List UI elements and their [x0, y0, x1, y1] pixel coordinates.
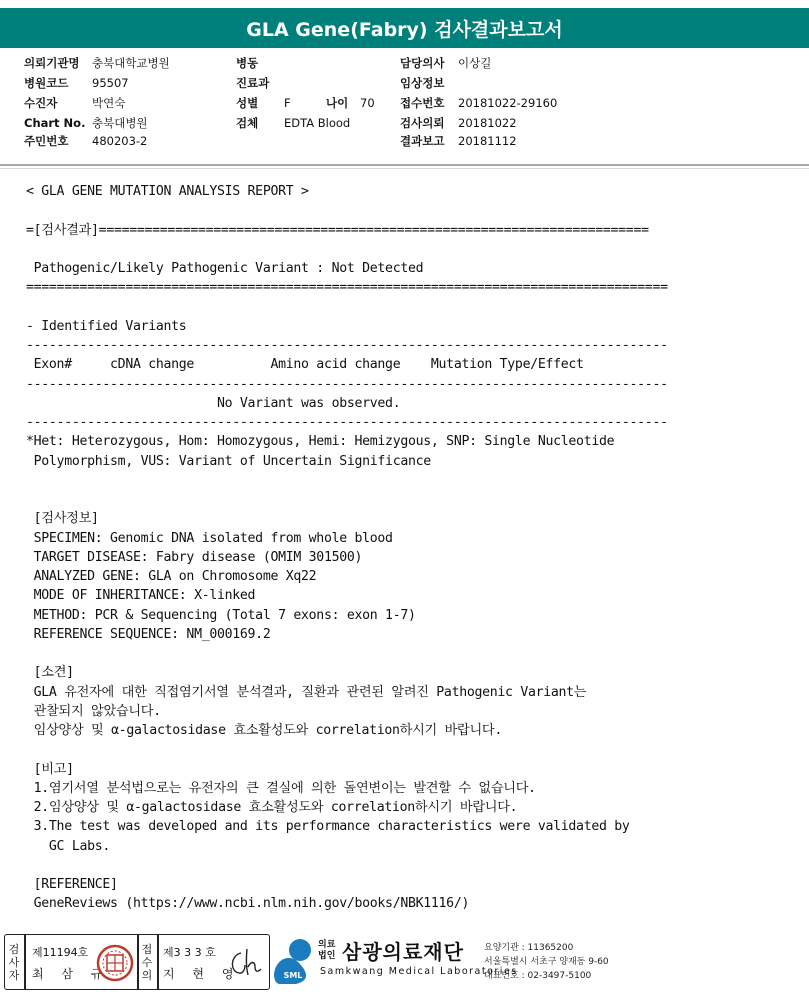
logo-badge-text: SML: [283, 971, 303, 980]
field-label: 담당의사: [400, 56, 445, 70]
signer1-name: 최 삼 규: [32, 967, 110, 981]
field-label: 임상정보: [400, 76, 445, 90]
field-label: 성별: [236, 96, 259, 110]
report-line: METHOD: PCR & Sequencing (Total 7 exons: exon 1-7): [26, 607, 416, 623]
field-hospital-code: [24, 74, 129, 92]
field-value: 480203-2: [92, 134, 148, 148]
field-accession-number: [400, 94, 557, 112]
field-value: 충북대학교병원: [92, 56, 170, 70]
field-value: 70: [360, 96, 375, 110]
report-line: ANALYZED GENE: GLA on Chromosome Xq22: [26, 569, 317, 584]
report-line: [비고]: [26, 761, 74, 777]
sml-logo-icon: [272, 936, 314, 986]
report-line: =[검사결과]========================================================================: [26, 222, 649, 238]
field-label: 주민번호: [24, 134, 69, 148]
report-line: ------------------------------------------------------------------------------------: [26, 338, 668, 353]
signer1-role-label: 검 사 자: [8, 942, 20, 982]
field-age: [326, 94, 375, 112]
report-line: GLA 유전자에 대한 직접염기서열 분석결과, 질환과 관련된 알려진 Pathogenic Variant는: [26, 684, 587, 700]
patient-info-header: [0, 52, 809, 162]
report-line: < GLA GENE MUTATION ANALYSIS REPORT >: [26, 184, 309, 199]
field-requesting-institution: [24, 54, 170, 72]
field-label: 검사의뢰: [400, 116, 445, 130]
report-line: 임상양상 및 α-galactosidase 효소활성도와 correlation하시기 바랍니다.: [26, 723, 503, 738]
field-label: 병동: [236, 56, 259, 70]
signer1-seal-icon: [95, 943, 135, 983]
report-line: - Identified Variants: [26, 318, 187, 334]
report-line: ====================================================================================: [26, 280, 668, 296]
field-patient-name: [24, 94, 125, 112]
field-value: 20181022: [458, 116, 517, 130]
field-department: [236, 74, 269, 92]
signer2-name: 지 현 영: [163, 967, 241, 981]
field-label: 나이: [326, 96, 349, 110]
report-line: 2.임상양상 및 α-galactosidase 효소활성도와 correlation하시기 바랍니다.: [26, 800, 518, 815]
field-value: F: [284, 96, 291, 110]
field-label: 검체: [236, 116, 259, 130]
field-clinical-info: [400, 74, 458, 92]
field-label: 병원코드: [24, 76, 69, 90]
report-line: GeneReviews (https://www.ncbi.nlm.nih.gov/books/NBK1116/): [26, 896, 470, 912]
field-value: EDTA Blood: [284, 116, 351, 130]
institution-code: 요양기관 : 11365200: [484, 943, 574, 953]
report-line: SPECIMEN: Genomic DNA isolated from whole blood: [26, 530, 393, 546]
signer1-license-number: 제11194호: [32, 946, 89, 959]
report-line: 1.염기서열 분석법으로는 유전자의 큰 결실에 의한 돌연변이는 발견할 수 없습니다.: [26, 780, 536, 796]
signer2-role-label: 접 수 의: [141, 942, 153, 982]
signer2-license-number: 제3 3 3 호: [163, 946, 216, 959]
report-line: [소견]: [26, 665, 74, 681]
organization-address: 서울특별시 서초구 양재동 9-60: [484, 957, 609, 967]
field-label: 수진자: [24, 96, 58, 110]
field-value: 95507: [92, 76, 129, 90]
report-line: Exon# cDNA change Amino acid change Mutation Type/Effect: [26, 357, 584, 373]
report-line: Pathogenic/Likely Pathogenic Variant : Not Detected: [26, 261, 424, 276]
field-label: 접수번호: [400, 96, 445, 110]
field-label: 의뢰기관명: [24, 56, 80, 70]
field-value: 이상길: [458, 56, 492, 70]
report-line: REFERENCE SEQUENCE: NM_000169.2: [26, 626, 271, 642]
report-line: [REFERENCE]: [26, 877, 118, 892]
report-line: No Variant was observed.: [26, 395, 401, 411]
organization-name-en: Samkwang Medical Laboratories: [320, 966, 518, 977]
field-attending-doctor: [400, 54, 491, 72]
signature-box: [4, 934, 270, 990]
report-line: ------------------------------------------------------------------------------------: [26, 376, 668, 392]
report-line: MODE OF INHERITANCE: X-linked: [26, 588, 256, 604]
field-value: 박연숙: [92, 96, 126, 110]
header-divider: [0, 164, 809, 166]
field-value: 20181112: [458, 134, 517, 148]
report-title: GLA Gene(Fabry) 검사결과보고서: [246, 18, 563, 41]
field-label: 결과보고: [400, 134, 445, 148]
report-title-bar: [0, 8, 809, 48]
field-ward: [236, 54, 258, 72]
report-footer: [0, 932, 809, 994]
field-specimen: [236, 114, 350, 132]
field-chart-no: [24, 114, 148, 132]
report-line: [검사정보]: [26, 511, 99, 527]
field-sex: [236, 94, 291, 112]
organization-phone: 대표번호 : 02-3497-5100: [484, 971, 592, 981]
field-resident-number: [24, 132, 147, 150]
corp-prefix: 의료 법인: [318, 940, 336, 961]
header-divider-shadow: [0, 168, 809, 169]
field-label: Chart No.: [24, 116, 86, 130]
report-line: Polymorphism, VUS: Variant of Uncertain Significance: [26, 453, 431, 469]
field-value: 20181022-29160: [458, 96, 558, 110]
report-line: ------------------------------------------------------------------------------------: [26, 415, 668, 430]
organization-name: 삼광의료재단: [342, 940, 464, 964]
report-line: 관찰되지 않았습니다.: [26, 703, 161, 719]
field-label: 진료과: [236, 76, 270, 90]
field-report-date: [400, 132, 517, 150]
report-line: *Het: Heterozygous, Hom: Homozygous, Hemi: Hemizygous, SNP: Single Nucleotide: [26, 434, 615, 450]
organization-logo: [272, 934, 609, 990]
signer2-signature-icon: [227, 945, 263, 979]
report-line: GC Labs.: [26, 838, 111, 854]
report-line: 3.The test was developed and its performance characteristics were validated by: [26, 819, 630, 835]
field-value: 충북대병원: [92, 116, 148, 130]
report-line: TARGET DISEASE: Fabry disease (OMIM 301500): [26, 549, 363, 565]
field-request-date: [400, 114, 517, 132]
